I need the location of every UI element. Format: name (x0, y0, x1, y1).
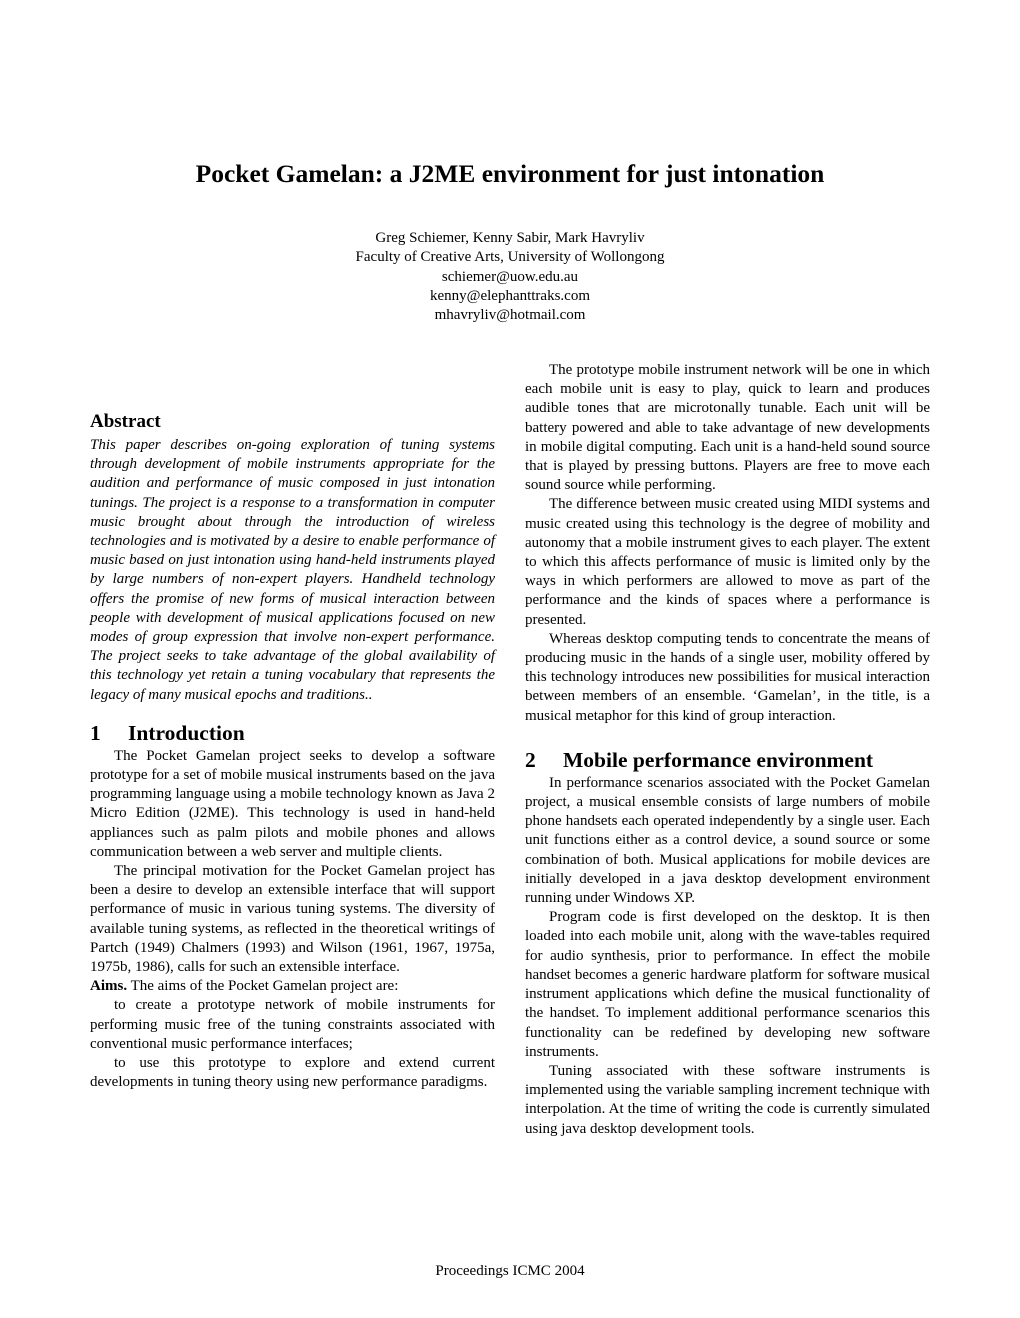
page-footer: Proceedings ICMC 2004 (435, 1263, 585, 1279)
paragraph: The Pocket Gamelan project seeks to develop a software prototype for a set of mobile musical instruments based on the java programming language using a mobile technology known as Java 2 Micro Edition (J2ME). This technology is used in hand-held appliances such as palm pilots and mobile phones and allows communication between a web server and multiple clients. (90, 747, 495, 860)
author-affiliation: Faculty of Creative Arts, University of Wollongong (355, 249, 665, 266)
aims-paragraph (90, 977, 495, 996)
paragraph: The principal motivation for the Pocket Gamelan project has been a desire to develop an extensible interface that will support performance of music in various tuning systems. The diversity of available tuning systems, as reflected in the theoretical writings of Partch (1949) Chalmers (1993) and Wilson (1961, 1967, 1975a, 1975b, 1986), calls for such an extensible interface. (90, 863, 495, 976)
right-column (525, 361, 930, 1139)
paragraph: The difference between music created using MIDI systems and music created using this technology is the degree of mobility and autonomy that a mobile instrument gives to each player. The extent to which this affects performance of music is limited only by the ways in which performers are allowed to move as part of the performance and the kinds of spaces where a performance is presented. (525, 496, 930, 628)
paragraph: Tuning associated with these software instruments is implemented using the variable sampling increment technique with interpolation. At the time of writing the code is currently simulated using java desktop development tools. (525, 1062, 930, 1137)
paper-title: Pocket Gamelan: a J2ME environment for just intonation (195, 159, 825, 188)
author-email[interactable]: kenny@elephanttraks.com (429, 287, 590, 304)
section-number: 1 (90, 720, 101, 745)
left-column (90, 410, 495, 1093)
section-number: 2 (525, 747, 536, 772)
aim-item: to create a prototype network of mobile instruments for performing music free of the tuning constraints associated with conventional music performance interfaces; (90, 997, 495, 1052)
section-heading-mobile-performance (525, 746, 930, 774)
paragraph: In performance scenarios associated with the Pocket Gamelan project, a musical ensemble consists of large numbers of mobile phone handsets each operated independently by a single user. Each unit functions either as a control device, a sound source or some combination of both. Musical applications for mobile devices are initially developed in a java desktop development environment running under Windows XP. (525, 774, 930, 907)
author-email[interactable]: schiemer@uow.edu.au (441, 268, 579, 285)
section-title: Introduction (128, 720, 245, 745)
abstract-text: This paper describes on-going exploration of tuning systems through development of mobile instruments appropriate for the audition and performance of music composed in just intonation tunings. The project is a response to a transformation in computer music brought about through the introduction of wireless technologies and is motivated by a desire to enable performance of music based on just intonation using hand-held instruments played by large numbers of non-expert players. Handheld technology offers the promise of new forms of musical interaction between people with development of musical applications focused on new modes of group expression that involve non-expert performance. The project seeks to take advantage of the global availability of this technology yet retain a tuning vocabulary that represents the legacy of many musical epochs and traditions.. (90, 437, 495, 703)
paragraph: Program code is first developed on the desktop. It is then loaded into each mobile unit, along with the wave-tables required for audio synthesis, prior to performance. In effect the mobile handset becomes a generic hardware platform for software musical instrument applications which define the musical functionality of the handset. To implement additional performance scenarios this functionality can be redefined by developing new software instruments. (525, 909, 930, 1060)
aim-item: to use this prototype to explore and extend current developments in tuning theory using new performance paradigms. (90, 1055, 495, 1091)
paragraph: Whereas desktop computing tends to concentrate the means of producing music in the hands of a single user, mobility offered by this technology introduces new possibilities for musical interaction between members of an ensemble. ‘Gamelan’, in the title, is a musical metaphor for this kind of group interaction. (525, 630, 930, 724)
author-block (0, 229, 1020, 325)
author-email[interactable]: mhavryliv@hotmail.com (434, 307, 586, 324)
section-title: Mobile performance environment (563, 747, 874, 772)
section-heading-introduction (90, 719, 495, 747)
aims-label: Aims. (90, 978, 128, 995)
aims-text: The aims of the Pocket Gamelan project are: (127, 978, 399, 995)
paragraph: The prototype mobile instrument network will be one in which each mobile unit is easy to play, quick to learn and produces audible tones that are microtonally tunable. Each unit will be battery powered and able to take advantage of new developments in mobile digital computing. Each unit is a hand-held sound source that is played by pressing buttons. Players are free to move each sound source while performing. (525, 362, 930, 494)
abstract-heading: Abstract (90, 411, 161, 432)
author-names: Greg Schiemer, Kenny Sabir, Mark Havryliv (375, 230, 645, 246)
